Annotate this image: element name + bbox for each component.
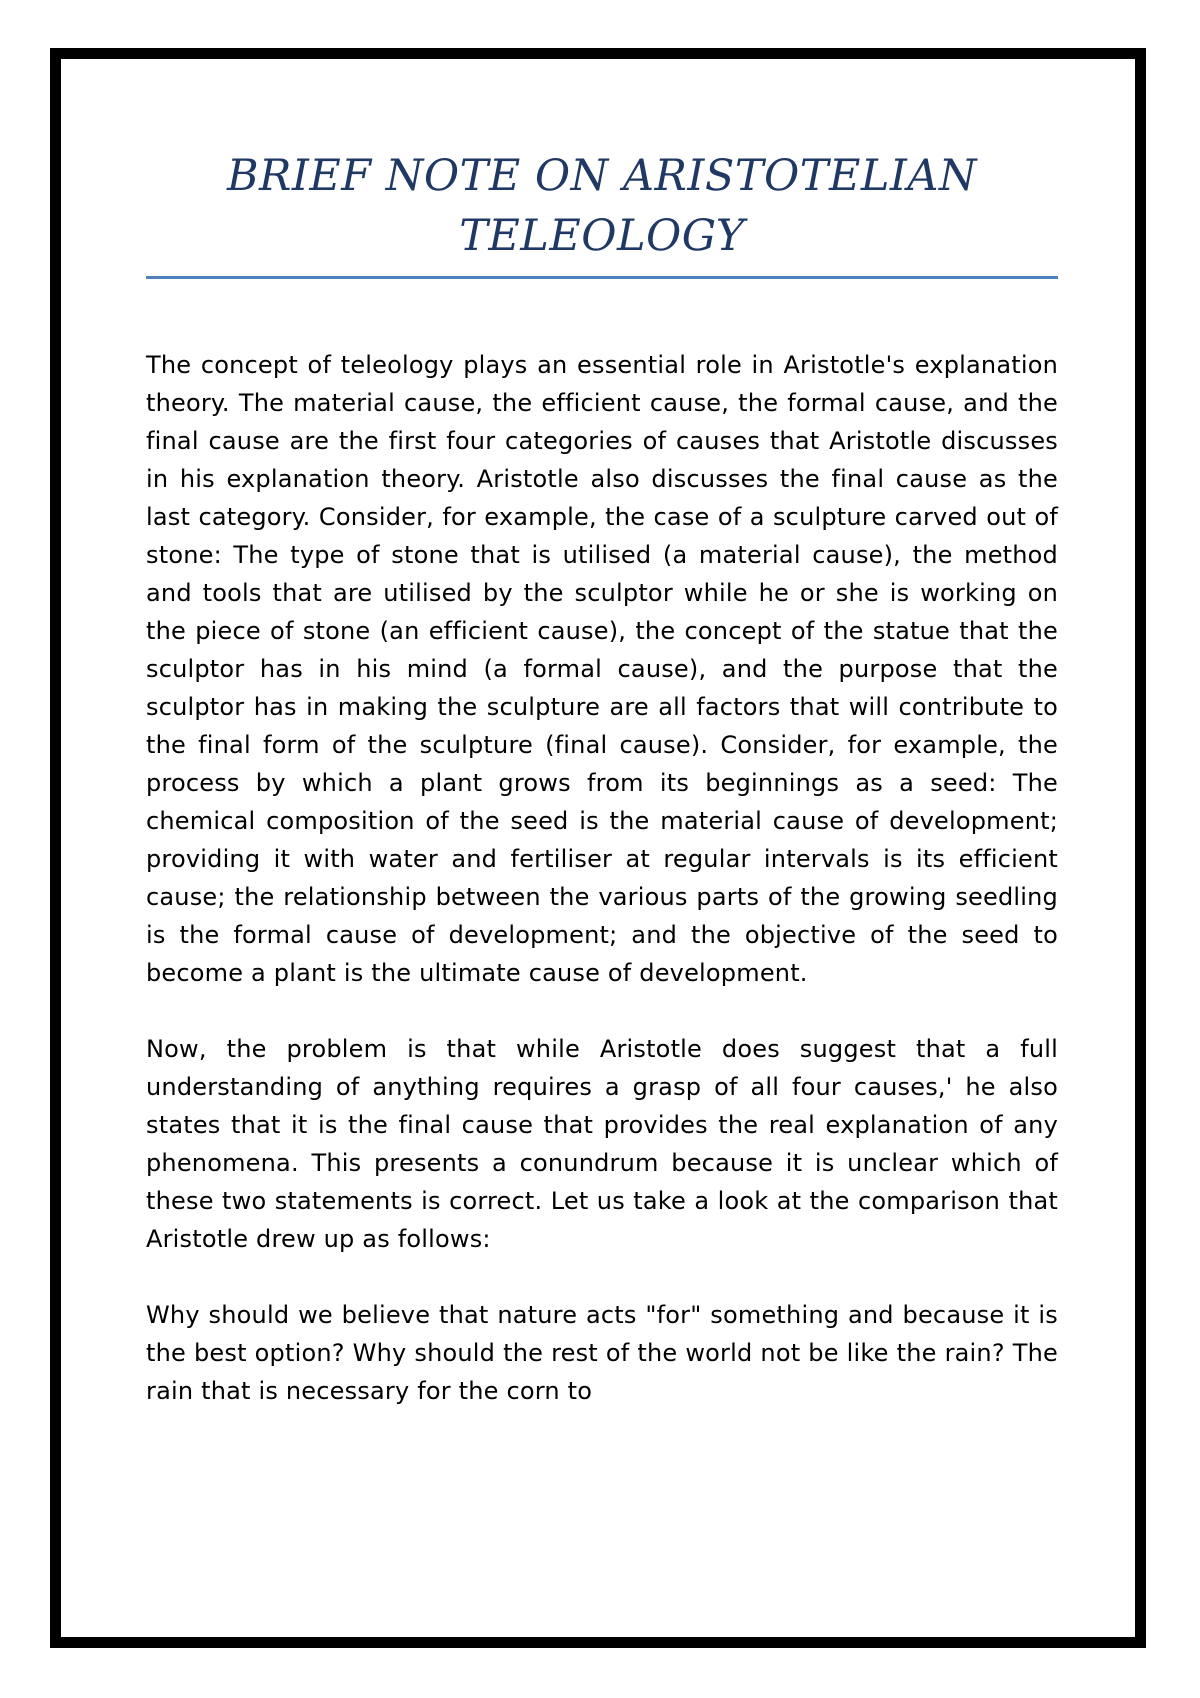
paragraph-final-cause-problem: Now, the problem is that while Aristotle does suggest that a full understanding of anything requires a grasp of all four causes,' he also states that it is the final cause that provides the real explanation of any phenomena. This presents a conundrum because it is unclear which of these two statements is correct. Let us take a look at the comparison that Aristotle drew up as follows: [146, 1035, 1058, 1253]
title-underline-rule [146, 276, 1058, 279]
paragraph-teleology-causes: The concept of teleology plays an essential role in Aristotle's explanation theory. The material cause, the efficient cause, the formal cause, and the final cause are the first four categories of causes that Aristotle discusses in his explanation theory. Aristotle also discusses the final cause as the last category. Consider, for example, the case of a sculpture carved out of stone: The type of stone that is utilised (a material cause), the method and tools that are utilised by the sculptor while he or she is working on the piece of stone (an efficient cause), the concept of the statue that the sculptor has in his mind (a formal cause), and the purpose that the sculptor has in making the sculpture are all factors that will contribute to the final form of the sculpture (final cause). Consider, for example, the process by which a plant grows from its beginnings as a seed: The chemical composition of the seed is the material cause of development; providing it with water and fertiliser at regular intervals is its efficient cause; the relationship between the various parts of the growing seedling is the formal cause of development; and the objective of the seed to become a plant is the ultimate cause of development. [146, 351, 1058, 987]
paragraph-nature-question: Why should we believe that nature acts "for" something and because it is the best option? Why should the rest of the world not be like the rain? The rain that is necessary for the corn to [146, 1301, 1058, 1405]
document-title: BRIEF NOTE ON ARISTOTELIAN TELEOLOGY [226, 151, 978, 261]
document-body [146, 146, 1058, 1410]
